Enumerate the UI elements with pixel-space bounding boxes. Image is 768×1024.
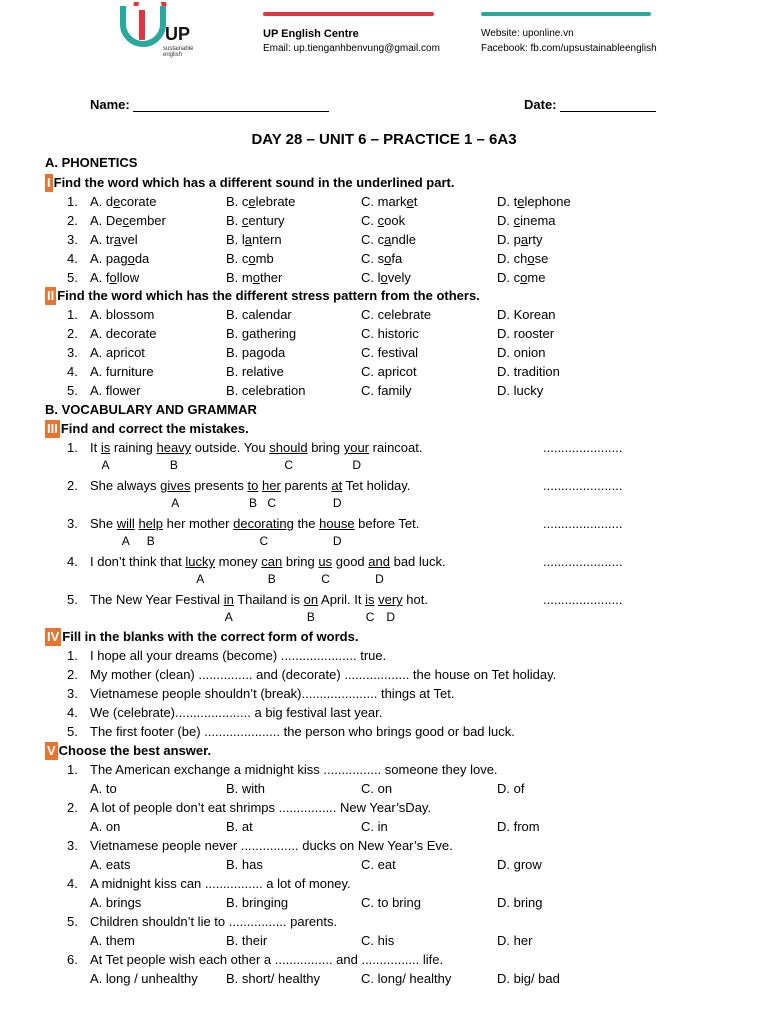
choice-letter: C [259,534,269,548]
option [361,193,417,211]
option [497,193,571,211]
underlined-letters: a [113,232,122,247]
answer-option[interactable]: A. long / unhealthy [90,971,198,986]
option: B. celebration [226,383,306,398]
sentence-text: money [215,554,262,569]
option: A. decorate [90,326,157,341]
org-website: Website: uponline.vn [481,28,574,39]
option: A. apricot [90,345,145,360]
exercise-heading-text: Find the word which has a different sound in the underlined part. [53,175,455,190]
sentence [90,515,419,533]
red-divider [263,12,434,16]
option-text: ther [259,270,283,285]
option-text: D. p [497,232,521,247]
choice-letter: B [306,610,315,624]
section-b-heading: B. VOCABULARY AND GRAMMAR [45,402,257,417]
choice-letter: C [284,458,294,472]
answer-option[interactable]: B. bringing [226,895,289,910]
option: D. onion [497,345,546,360]
underlined-word: should [269,440,308,455]
item-number: 4. [67,554,78,569]
answer-option[interactable]: C. long/ healthy [361,971,452,986]
sentence: I hope all your dreams (become) ..................... true. [90,648,387,663]
choice-letter: A [196,572,205,586]
underlined-word: heavy [156,440,192,455]
answer-option[interactable]: D. big/ bad [497,971,560,986]
answer-option[interactable]: A. brings [90,895,142,910]
option [361,269,411,287]
answer-blank[interactable]: ...................... [543,516,623,531]
underlined-word: help [138,516,164,531]
sentence: My mother (clean) ............... and (decorate) .................. the house on Tet holiday. [90,667,557,682]
option-text: mb [255,251,274,266]
option [226,250,274,268]
item-number: 1. [67,762,78,777]
name-field[interactable] [90,97,329,112]
answer-option[interactable]: D. of [497,781,525,796]
item-number: 1. [67,194,78,209]
sentence-text: Thailand is [233,592,304,607]
option: C. apricot [361,364,417,379]
option-text: me [527,270,546,285]
underlined-letters: c [377,213,385,228]
underlined-letters: o [384,251,392,266]
answer-option[interactable]: D. grow [497,857,542,872]
name-label: Name: [90,97,130,112]
option-text: C. l [361,270,381,285]
answer-option[interactable]: C. on [361,781,393,796]
underlined-word: lucky [185,554,216,569]
answer-option[interactable]: C. his [361,933,395,948]
option: D. tradition [497,364,560,379]
choice-letter: D [375,572,384,586]
option-text: A. De [90,213,123,228]
option [497,212,556,230]
sentence-text: The New Year Festival [90,592,224,607]
option: A. furniture [90,364,154,379]
option-text: A. tr [90,232,114,247]
item-number: 3. [67,232,78,247]
option-text: B. c [226,251,249,266]
sentence [90,439,423,457]
option [226,231,282,249]
answer-blank[interactable]: ...................... [543,440,623,455]
exercise-numeral-badge: II [47,288,55,303]
option-text: lebrate [255,194,296,209]
option-text: vel [121,232,138,247]
choice-letter: D [386,610,396,624]
choice-letter: C [365,610,375,624]
option-text: llow [116,270,140,285]
option-text: D. t [497,194,518,209]
choice-letter: A [121,534,130,548]
option-text: B. l [226,232,245,247]
logo-subtitle: sustainable english [163,46,194,58]
sentence-text: her mother [163,516,234,531]
option: B. calendar [226,307,292,322]
option: C. historic [361,326,419,341]
choice-letter: C [267,496,277,510]
sentence-text: outside. You [191,440,270,455]
answer-option[interactable]: A. eats [90,857,131,872]
option-text: rty [528,232,543,247]
option-text: C. s [361,251,385,266]
answer-option[interactable]: C. to bring [361,895,421,910]
exercise-numeral-badge: III [47,421,58,436]
answer-option[interactable]: B. with [226,781,266,796]
answer-option[interactable]: D. bring [497,895,543,910]
answer-option[interactable]: B. their [226,933,268,948]
sentence: We (celebrate)..................... a big festival last year. [90,705,383,720]
item-number: 4. [67,705,78,720]
sentence-text: good [332,554,369,569]
answer-option[interactable]: B. has [226,857,263,872]
underlined-word: house [319,516,355,531]
logo-text: UP [165,24,191,44]
choice-letter: C [321,572,330,586]
answer-option[interactable]: B. at [226,819,253,834]
answer-option[interactable]: A. them [90,933,135,948]
item-number: 3. [67,345,78,360]
sentence: Vietnamese people shouldn’t (break)..................... things at Tet. [90,686,455,701]
option-text: inema [520,213,556,228]
answer-option[interactable]: D. from [497,819,540,834]
sentence-text: presents [190,478,248,493]
underlined-letters: e [517,194,525,209]
option [361,231,416,249]
choice-letter: D [332,534,342,548]
question-text: The American exchange a midnight kiss ................ someone they love. [90,762,498,777]
item-number: 3. [67,686,78,701]
underlined-word: is [365,592,375,607]
option-text: se [534,251,549,266]
option [361,212,405,230]
underlined-letters: a [384,232,392,247]
question-text: A midnight kiss can ................ a lot of money. [90,876,351,891]
underlined-word: at [331,478,343,493]
item-number: 3. [67,838,78,853]
option: B. pagoda [226,345,286,360]
choice-letter: B [267,572,276,586]
underlined-letters: o [527,251,535,266]
option-text: A. d [90,194,114,209]
option [226,269,282,287]
option-text: C. mark [361,194,407,209]
answer-option[interactable]: C. eat [361,857,396,872]
item-number: 5. [67,383,78,398]
sentence-text: before Tet. [354,516,420,531]
answer-option[interactable]: A. on [90,819,121,834]
question-text: A lot of people don’t eat shrimps ................ New Year’sDay. [90,800,432,815]
option: D. lucky [497,383,544,398]
org-name: UP English Centre [263,28,359,40]
date-label: Date: [524,97,557,112]
option: D. Korean [497,307,556,322]
page-title: DAY 28 – UNIT 6 – PRACTICE 1 – 6A3 [251,131,517,148]
sentence-text: raincoat. [369,440,423,455]
underlined-word: will [116,516,135,531]
sentence-text: I don’t think that [90,554,186,569]
option-text: lephone [524,194,571,209]
underlined-letters: o [520,270,528,285]
underlined-word: is [100,440,111,455]
underlined-word: to [247,478,259,493]
exercise-heading [45,628,358,646]
option: C. family [361,383,412,398]
option [90,212,166,230]
option-text: corate [120,194,157,209]
date-field[interactable] [524,97,656,112]
underlined-letters: o [248,251,256,266]
option-text: D. [497,213,514,228]
option-text: C. c [361,232,385,247]
option-text: D. c [497,270,521,285]
underlined-letters: e [113,194,121,209]
underlined-word: us [318,554,333,569]
option [90,193,157,211]
option [226,193,295,211]
teal-divider [481,12,651,16]
option-text: B. [226,213,242,228]
option [226,212,285,230]
exercise-heading [45,287,480,305]
answer-option[interactable]: C. in [361,819,388,834]
option-text: A. f [90,270,110,285]
sentence-text: April. It [318,592,366,607]
answer-blank[interactable]: ...................... [543,592,623,607]
answer-blank[interactable]: ...................... [543,478,623,493]
option: C. festival [361,345,419,360]
sentence [90,553,446,571]
section-heading [45,401,257,419]
sentence [90,477,410,495]
sentence-text: She [90,516,117,531]
choice-letter: A [101,458,110,472]
item-number: 6. [67,952,78,967]
option: B. gathering [226,326,297,341]
item-number: 4. [67,251,78,266]
answer-blank[interactable]: ...................... [543,554,623,569]
item-number: 3. [67,516,78,531]
underlined-word: can [261,554,283,569]
option-text: A. pag [90,251,128,266]
underlined-letters: c [513,213,521,228]
option: D. rooster [497,326,555,341]
answer-option[interactable]: D. her [497,933,533,948]
item-number: 4. [67,876,78,891]
exercise-heading-text: Find and correct the mistakes. [60,421,249,436]
exercise-heading [45,174,454,192]
question-text: Children shouldn’t lie to ................ parents. [90,914,338,929]
option [90,231,138,249]
item-number: 2. [67,667,78,682]
item-number: 5. [67,592,78,607]
underlined-word: her [262,478,281,493]
option-text: D. ch [497,251,528,266]
underlined-word: and [368,554,390,569]
option-text: B. m [226,270,253,285]
item-number: 2. [67,800,78,815]
choice-letter: B [248,496,257,510]
page-header [0,0,768,72]
underlined-word: decorating [233,516,294,531]
underlined-letters: e [248,194,256,209]
sentence-text: Tet holiday. [342,478,411,493]
exercise-heading-text: Fill in the blanks with the correct form of words. [62,629,359,644]
option [361,250,402,268]
underlined-word: very [378,592,403,607]
option [90,269,139,287]
sentence-text: It [90,440,101,455]
underlined-word: gives [160,478,191,493]
underlined-word: on [303,592,319,607]
option-text: ember [129,213,166,228]
option-text: C. [361,213,378,228]
underlined-letters: o [252,270,260,285]
option-text: entury [248,213,285,228]
sentence-text: raining [110,440,157,455]
sentence-text: the [293,516,320,531]
option: A. flower [90,383,141,398]
section-heading [45,154,137,172]
sentence-text: She always [90,478,161,493]
exercise-heading-text: Find the word which has the different stress pattern from the others. [57,288,480,303]
underlined-letters: a [244,232,253,247]
item-number: 5. [67,914,78,929]
sentence-text: bring [282,554,319,569]
item-number: 5. [67,270,78,285]
underlined-word: in [223,592,234,607]
option-text: ook [384,213,406,228]
underlined-letters: o [127,251,135,266]
item-number: 1. [67,307,78,322]
sentence-text: bring [307,440,344,455]
section-a-heading: A. PHONETICS [45,155,138,170]
choice-letter: B [169,458,178,472]
option-text: B. c [226,194,249,209]
answer-option[interactable]: A. to [90,781,117,796]
name-blank[interactable] [133,98,329,112]
item-number: 2. [67,213,78,228]
exercise-numeral-badge: V [47,743,56,758]
sentence-text: parents [280,478,332,493]
option: A. blossom [90,307,155,322]
choice-letter: B [146,534,155,548]
question-text: At Tet people wish each other a ................ and ................ life. [90,952,444,967]
exercise-heading [45,742,211,760]
exercise-heading-text: Choose the best answer. [58,743,212,758]
item-number: 4. [67,364,78,379]
item-number: 1. [67,440,78,455]
sentence: The first footer (be) ..................... the person who brings good or bad luck. [90,724,515,739]
option-text: t [413,194,418,209]
sentence-text: bad luck. [389,554,446,569]
sentence [90,591,428,609]
option-text: da [134,251,150,266]
underlined-word: your [343,440,370,455]
underlined-letters: o [380,270,388,285]
org-facebook: Facebook: fb.com/upsustainableenglish [481,43,657,54]
choice-letter: A [171,496,180,510]
option-text: ndle [391,232,416,247]
underlined-letters: o [109,270,117,285]
sentence-text: hot. [402,592,428,607]
underlined-letters: a [520,232,529,247]
exercise-heading [45,420,249,438]
option: B. relative [226,364,284,379]
option [497,231,543,249]
underlined-letters: c [122,213,130,228]
exercise-numeral-badge: IV [47,629,60,644]
option [90,250,149,268]
option: C. celebrate [361,307,432,322]
choice-letter: A [224,610,233,624]
item-number: 2. [67,478,78,493]
item-number: 2. [67,326,78,341]
answer-option[interactable]: B. short/ healthy [226,971,320,986]
org-email: Email: up.tienganhbenvung@gmail.com [263,43,440,54]
option-text: vely [387,270,411,285]
option-text: ntern [252,232,282,247]
option-text: fa [391,251,403,266]
option [497,269,545,287]
exercise-numeral-badge: I [47,175,51,190]
underlined-letters: c [241,213,249,228]
option [497,250,548,268]
underlined-letters: e [406,194,414,209]
item-number: 1. [67,648,78,663]
choice-letter: D [352,458,362,472]
item-number: 5. [67,724,78,739]
choice-letter: D [332,496,342,510]
date-blank[interactable] [560,98,656,112]
question-text: Vietnamese people never ................ ducks on New Year’s Eve. [90,838,453,853]
